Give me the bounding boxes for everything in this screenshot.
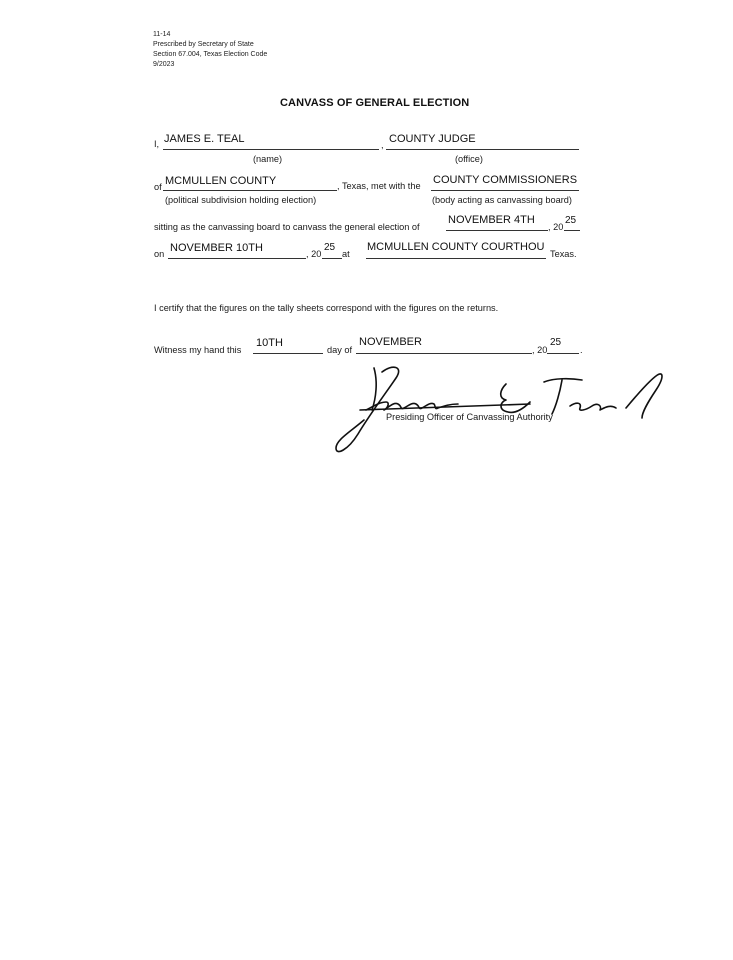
election-year-underline [564,230,580,231]
subdivision-field[interactable]: MCMULLEN COUNTY [165,175,277,187]
texas-met-with: , Texas, met with the [337,181,421,191]
year-prefix-3: , 20 [532,345,548,355]
period: . [580,345,583,355]
page-title: CANVASS OF GENERAL ELECTION [280,97,470,109]
prefix-i: I, [154,139,160,149]
election-date-field[interactable]: NOVEMBER 4TH [448,214,535,226]
revision-date: 9/2023 [153,61,175,68]
subdivision-caption: (political subdivision holding election) [165,195,317,205]
board-caption: (body acting as canvassing board) [432,195,572,205]
board-underline [431,190,579,191]
location-underline [366,258,546,259]
year-prefix-1: , 20 [548,222,564,232]
prefix-on: on [154,249,165,259]
name-underline [163,149,379,150]
office-underline [386,149,579,150]
day-of-text: day of [327,345,353,355]
board-field[interactable]: COUNTY COMMISSIONERS [433,174,578,186]
comma: , [381,140,384,150]
witness-month-underline [356,353,532,354]
canvass-date-field[interactable]: NOVEMBER 10TH [170,242,263,254]
sitting-text: sitting as the canvassing board to canvass the general election of [154,222,420,232]
at-text: at [342,249,350,259]
name-field[interactable]: JAMES E. TEAL [164,133,245,145]
election-year-field[interactable]: 25 [565,215,577,226]
witness-year-underline [547,353,579,354]
name-caption: (name) [253,154,283,164]
signature-caption: Presiding Officer of Canvassing Authority [386,412,553,422]
location-field[interactable]: MCMULLEN COUNTY COURTHOU [367,241,545,253]
year-prefix-2: , 20 [306,249,322,259]
texas-end: Texas. [550,249,577,259]
election-date-underline [446,230,548,231]
witness-day-underline [253,353,323,354]
handwritten-signature [330,362,675,462]
prescribed-by: Prescribed by Secretary of State [153,41,254,48]
certify-statement: I certify that the figures on the tally sheets correspond with the figures on the returns. [154,303,499,313]
form-number: 11-14 [153,31,171,38]
office-field[interactable]: COUNTY JUDGE [389,133,476,145]
witness-text: Witness my hand this [154,345,242,355]
office-caption: (office) [455,154,483,164]
witness-day-field[interactable]: 10TH [256,337,283,349]
section-reference: Section 67.004, Texas Election Code [153,51,268,58]
prefix-of: of [154,182,162,192]
witness-year-field[interactable]: 25 [550,337,562,348]
canvass-year-underline [322,258,342,259]
canvass-year-field[interactable]: 25 [324,242,336,253]
witness-month-field[interactable]: NOVEMBER [359,336,422,348]
subdivision-underline [163,190,337,191]
canvass-date-underline [168,258,306,259]
